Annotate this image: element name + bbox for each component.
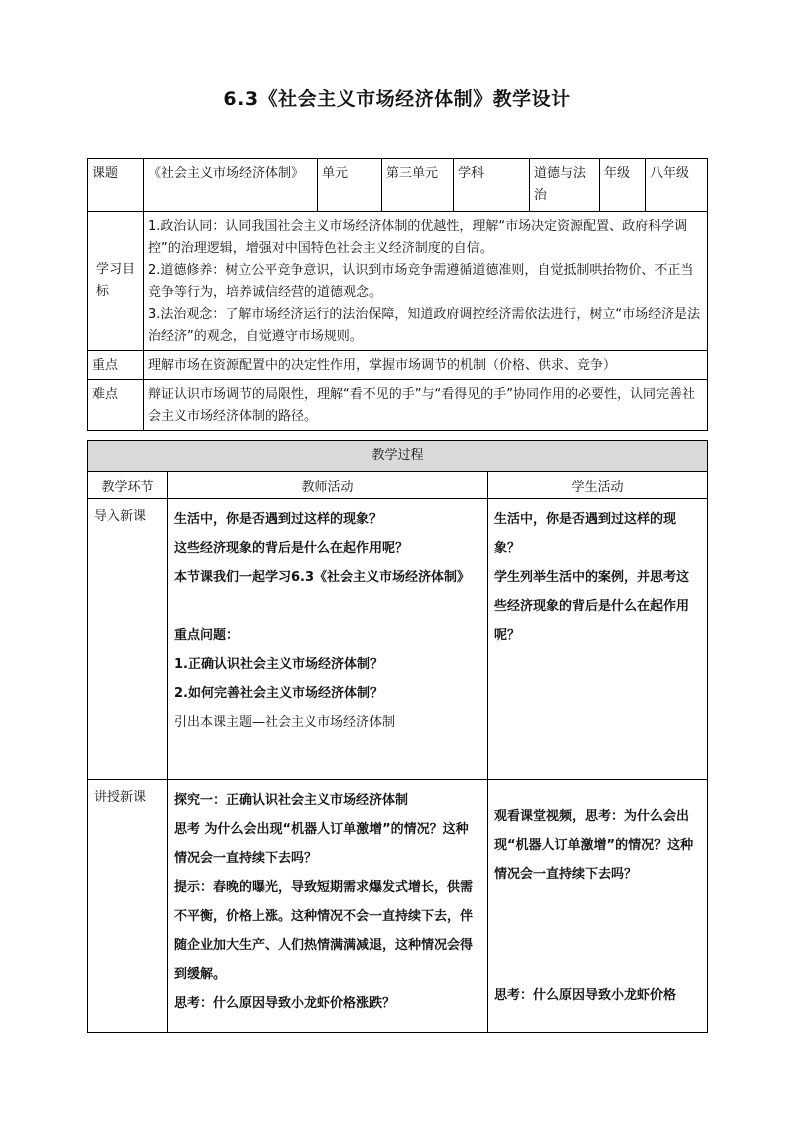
teacher-line: 引出本课主题—社会主义市场经济体制 xyxy=(174,715,396,730)
topic-value: 《社会主义市场经济体制》 xyxy=(144,159,318,212)
column-header-teacher: 教师活动 xyxy=(168,472,488,499)
key-point-text: 理解市场在资源配置中的决定性作用，掌握市场调节的机制（价格、供求、竞争） xyxy=(144,351,708,380)
grade-value: 八年级 xyxy=(646,159,708,212)
student-line: 生活中，你是否遇到过这样的现象？ xyxy=(494,512,677,556)
student-activity-intro xyxy=(488,499,708,780)
topic-label: 课题 xyxy=(88,159,144,212)
stage-intro: 导入新课 xyxy=(88,499,168,780)
unit-value: 第三单元 xyxy=(382,159,454,212)
objectives-content xyxy=(144,212,708,351)
stage-new-lesson: 讲授新课 xyxy=(88,780,168,1033)
student-line: 观看课堂视频，思考：为什么会出现“机器人订单激增”的情况？这种情况会一直持续下去吗？ xyxy=(494,809,694,882)
student-activity-new-lesson xyxy=(488,780,708,1033)
teacher-line: 思考 为什么会出现“机器人订单激增”的情况？这种情况会一直持续下去吗？ xyxy=(174,822,469,866)
teacher-line: 1.正确认识社会主义市场经济体制？ xyxy=(174,657,383,672)
objectives-label: 学习目标 xyxy=(88,212,144,351)
difficulty-text: 辩证认识市场调节的局限性，理解“看不见的手”与“看得见的手”协同作用的必要性，认同完善社会主义市场经济体制的路径。 xyxy=(144,380,708,431)
teacher-activity-intro xyxy=(168,499,488,780)
teacher-activity-new-lesson xyxy=(168,780,488,1033)
key-point-label: 重点 xyxy=(88,351,144,380)
teacher-line: 探究一：正确认识社会主义市场经济体制 xyxy=(174,793,409,808)
student-line: 思考：什么原因导致小龙虾价格 xyxy=(494,988,677,1003)
teacher-line: 这些经济现象的背后是什么在起作用呢？ xyxy=(174,541,409,556)
subject-label: 学科 xyxy=(454,159,530,212)
subject-value: 道德与法治 xyxy=(530,159,600,212)
process-header: 教学过程 xyxy=(88,441,708,472)
objective-item: 2.道德修养：树立公平竞争意识，认识到市场竞争需遵循道德准则，自觉抵制哄抬物价、不正当竞争等行为，培养诚信经营的道德观念。 xyxy=(148,263,694,300)
teacher-line: 2.如何完善社会主义市场经济体制？ xyxy=(174,686,383,701)
teaching-process-table xyxy=(87,440,708,1033)
teacher-line: 思考：什么原因导致小龙虾价格涨跌？ xyxy=(174,996,396,1011)
column-header-student: 学生活动 xyxy=(488,472,708,499)
column-header-stage: 教学环节 xyxy=(88,472,168,499)
student-line: 学生列举生活中的案例，并思考这些经济现象的背后是什么在起作用呢？ xyxy=(494,570,690,643)
objective-item: 3.法治观念：了解市场经济运行的法治保障，知道政府调控经济需依法进行，树立“市场经济是法治经济”的观念，自觉遵守市场规则。 xyxy=(148,307,701,344)
teacher-line: 重点问题： xyxy=(174,628,240,643)
objective-item: 1.政治认同：认同我国社会主义市场经济体制的优越性，理解“市场决定资源配置、政府科学调控”的治理逻辑，增强对中国特色社会主义经济制度的自信。 xyxy=(148,219,688,256)
document-title: 6.3《社会主义市场经济体制》教学设计 xyxy=(223,88,571,110)
grade-label: 年级 xyxy=(600,159,646,212)
difficulty-label: 难点 xyxy=(88,380,144,431)
teacher-line: 本节课我们一起学习6.3《社会主义市场经济体制》 xyxy=(174,570,471,585)
teacher-line: 生活中，你是否遇到过这样的现象？ xyxy=(174,512,383,527)
unit-label: 单元 xyxy=(318,159,382,212)
teacher-line: 提示：春晚的曝光，导致短期需求爆发式增长，供需不平衡，价格上涨。这种情况不会一直持续下去，伴随企业加大生产、人们热情满满减退，这种情况会得到缓解。 xyxy=(174,880,474,982)
course-info-table xyxy=(87,158,708,431)
